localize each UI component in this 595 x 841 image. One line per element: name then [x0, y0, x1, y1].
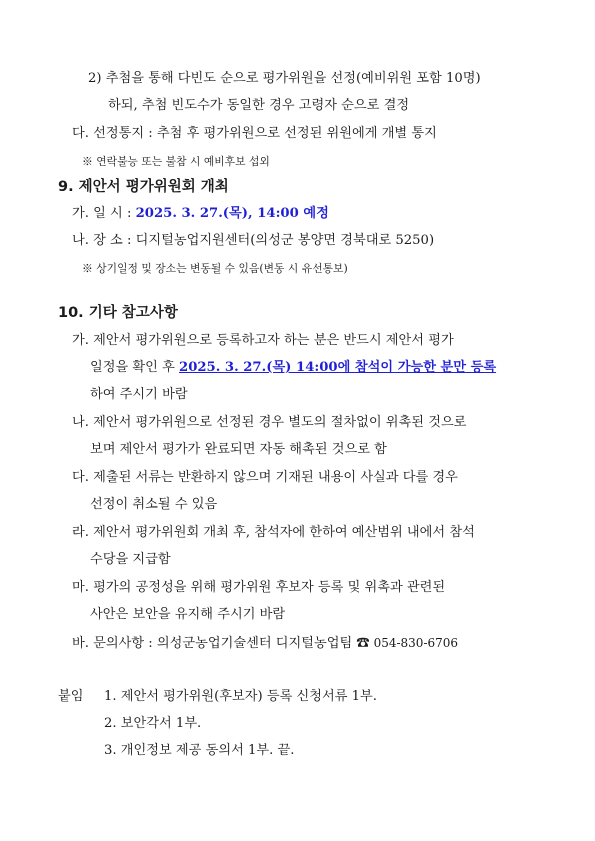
note-na-line-2: 보며 제안서 평가가 완료되면 자동 해촉된 것으로 함 — [90, 442, 387, 457]
note-ma-line-2: 사안은 보안을 유지해 주시기 바람 — [90, 607, 286, 622]
phone-icon: ☎ — [356, 636, 370, 651]
note-na-line-1: 나. 제안서 평가위원으로 선정된 경우 별도의 절차없이 위촉된 것으로 — [72, 415, 467, 430]
meeting-date-row — [72, 205, 329, 223]
attachment-label: 붙임 — [58, 689, 84, 704]
meeting-date-value: 2025. 3. 27.(목), 14:00 예정 — [135, 206, 329, 221]
note-ra-line-2: 수당을 지급함 — [90, 552, 171, 567]
meeting-date-label: 가. 일 시 : — [72, 206, 136, 221]
note-da-line-2: 선정이 취소될 수 있음 — [90, 497, 218, 512]
attachment-item-2: 2. 보안각서 1부. — [104, 716, 202, 731]
selection-notice: 다. 선정통지 : 추첨 후 평가위원으로 선정된 위원에게 개별 통지 — [72, 126, 437, 141]
meeting-place-row: 나. 장 소 : 디지털농업지원센터(의성군 봉양면 경북대로 5250) — [72, 233, 435, 248]
contact-phone: 054-830-6706 — [373, 636, 459, 650]
note-da-line-1: 다. 제출된 서류는 반환하지 않으며 기재된 내용이 사실과 다를 경우 — [72, 470, 458, 485]
attachment-item-1: 1. 제안서 평가위원(후보자) 등록 신청서류 1부. — [104, 689, 377, 704]
selection-step-2: 2) 추첨을 통해 다빈도 순으로 평가위원을 선정(예비위원 포함 10명) — [88, 71, 481, 86]
note-ga-line-3: 하여 주시기 바람 — [90, 387, 188, 402]
note-ga-emphasis: 2025. 3. 27.(목) 14:00에 참석이 가능한 분만 등록 — [179, 360, 497, 375]
section-9-heading: 9. 제안서 평가위원회 개최 — [58, 179, 229, 195]
note-ga-line-2 — [90, 359, 496, 377]
note-ma-line-1: 마. 평가의 공정성을 위해 평가위원 후보자 등록 및 위촉과 관련된 — [72, 580, 446, 595]
note-ra-line-1: 라. 제안서 평가위원회 개최 후, 참석자에 한하여 예산범위 내에서 참석 — [72, 525, 475, 540]
note-ga-prefix: 일정을 확인 후 — [90, 360, 180, 375]
meeting-note: ※ 상기일정 및 장소는 변동될 수 있음(변동 시 유선통보) — [82, 262, 348, 275]
note-ga-line-1: 가. 제안서 평가위원으로 등록하고자 하는 분은 반드시 제안서 평가 — [72, 333, 454, 348]
selection-note: ※ 연락불능 또는 불참 시 예비후보 섭외 — [82, 155, 270, 168]
contact-row — [72, 634, 458, 653]
attachment-item-3: 3. 개인정보 제공 동의서 1부. 끝. — [104, 743, 295, 758]
contact-label: 바. 문의사항 : 의성군농업기술센터 디지털농업팀 — [72, 636, 357, 651]
section-10-heading: 10. 기타 참고사항 — [58, 305, 178, 321]
selection-step-2-cont: 하되, 추첨 빈도수가 동일한 경우 고령자 순으로 결정 — [108, 98, 410, 113]
